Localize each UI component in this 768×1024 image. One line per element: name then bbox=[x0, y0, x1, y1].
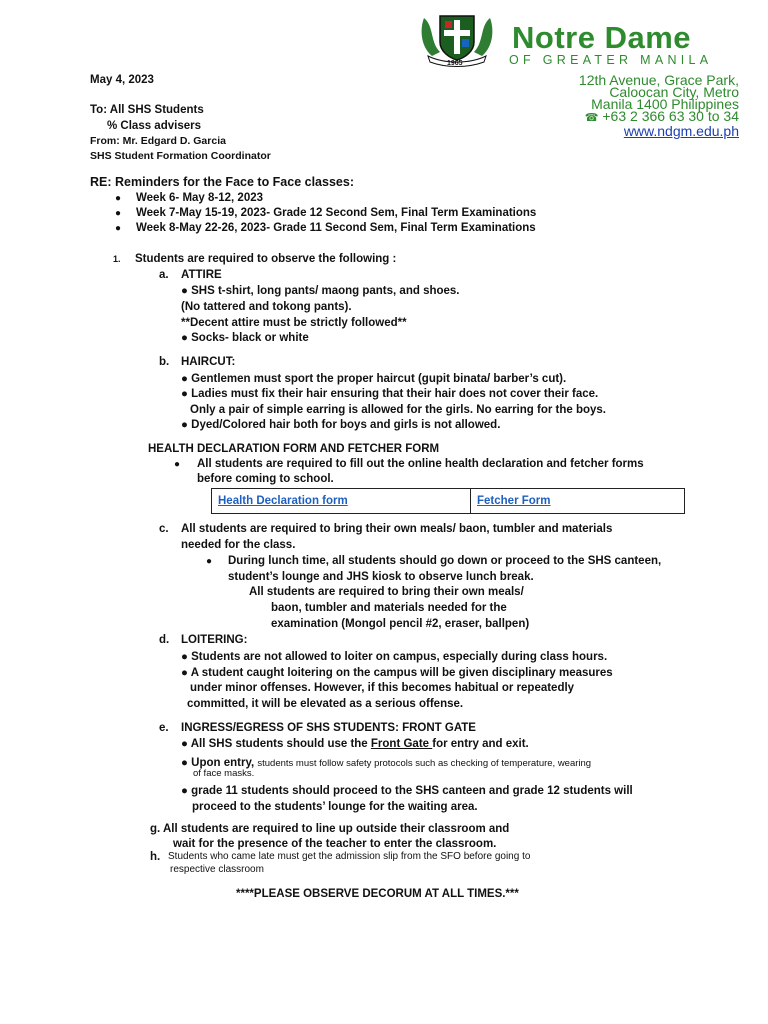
loitering-line: ● A student caught loitering on the campus will be given disciplinary measures bbox=[181, 667, 613, 679]
letter-cc: % Class advisers bbox=[107, 120, 201, 132]
attire-line: ● SHS t-shirt, long pants/ maong pants, and shoes. bbox=[181, 285, 460, 297]
ingress-marker: e. bbox=[159, 722, 169, 734]
letter-date: May 4, 2023 bbox=[90, 74, 154, 86]
haircut-marker: b. bbox=[159, 356, 170, 368]
ingress-line-2b: of face masks. bbox=[193, 768, 255, 779]
letter-re: RE: Reminders for the Face to Face classes: bbox=[90, 175, 354, 189]
meals-exam-line: examination (Mongol pencil #2, eraser, ballpen) bbox=[271, 618, 530, 630]
bullet-glyph: ● bbox=[115, 208, 122, 219]
haircut-line: ● Ladies must fix their hair ensuring that their hair does not cover their face. bbox=[181, 388, 599, 400]
ingress-text: ● All SHS students should use the bbox=[181, 738, 371, 750]
bullet-glyph: ● bbox=[115, 223, 122, 234]
meals-line: All students are required to bring their own meals/ baon, tumbler and materials bbox=[181, 523, 613, 535]
address-line-3: Manila 1400 Philippines bbox=[591, 96, 739, 112]
ingress-text: ● Upon entry, bbox=[181, 757, 258, 769]
health-line: before coming to school. bbox=[197, 473, 334, 485]
item-g-line: wait for the presence of the teacher to enter the classroom. bbox=[173, 838, 497, 850]
forms-cell bbox=[212, 489, 471, 514]
meals-exam-line: All students are required to bring their own meals/ bbox=[249, 586, 524, 598]
website-link[interactable]: www.ndgm.edu.ph bbox=[623, 123, 739, 139]
loitering-line: committed, it will be elevated as a serious offense. bbox=[187, 698, 464, 710]
meals-exam-line: baon, tumbler and materials needed for the bbox=[271, 602, 507, 614]
item-h-line: respective classroom bbox=[170, 864, 264, 875]
week-8: Week 8-May 22-26, 2023- Grade 11 Second Sem, Final Term Examinations bbox=[136, 222, 536, 234]
closing-note: ****PLEASE OBSERVE DECORUM AT ALL TIMES.*** bbox=[236, 888, 519, 900]
attire-line: ● Socks- black or white bbox=[181, 332, 309, 344]
address-line-1: 12th Avenue, Grace Park, bbox=[578, 72, 739, 88]
loitering-title: LOITERING: bbox=[181, 634, 248, 646]
letter-from-title: SHS Student Formation Coordinator bbox=[90, 150, 271, 162]
ingress-text: students must follow safety protocols such as checking of temperature, wearing bbox=[257, 758, 592, 769]
loitering-line: ● Students are not allowed to loiter on campus, especially during class hours. bbox=[181, 651, 608, 663]
attire-line: (No tattered and tokong pants). bbox=[181, 301, 352, 313]
forms-cell bbox=[471, 489, 685, 514]
forms-link-table bbox=[211, 488, 685, 514]
attire-title: ATTIRE bbox=[181, 269, 222, 281]
ingress-line-1 bbox=[181, 737, 529, 751]
bullet-glyph: ● bbox=[115, 193, 122, 204]
fetcher-form-link[interactable]: Fetcher Form bbox=[477, 495, 551, 507]
bullet-glyph: ● bbox=[174, 459, 181, 470]
front-gate-text: Front Gate bbox=[370, 738, 433, 750]
health-line: All students are required to fill out the online health declaration and fetcher forms bbox=[197, 458, 644, 470]
phone-icon: ☎ bbox=[584, 112, 599, 124]
ingress-line-3: proceed to the students’ lounge for the waiting area. bbox=[192, 801, 478, 813]
intro-text: Students are required to observe the following : bbox=[135, 253, 397, 265]
attire-line: **Decent attire must be strictly followed** bbox=[181, 317, 407, 329]
week-6: Week 6- May 8-12, 2023 bbox=[136, 192, 264, 204]
letter-from: From: Mr. Edgard D. Garcia bbox=[90, 135, 226, 147]
bullet-glyph: ● bbox=[206, 556, 213, 567]
health-declaration-link[interactable]: Health Declaration form bbox=[218, 495, 348, 507]
haircut-line: ● Gentlemen must sport the proper haircut (gupit binata/ barber’s cut). bbox=[181, 373, 567, 385]
address-line-2: Caloocan City, Metro bbox=[609, 84, 739, 100]
intro-number: 1. bbox=[113, 254, 121, 264]
school-name: Notre Dame bbox=[512, 20, 691, 55]
logo-year: 1965 bbox=[447, 60, 463, 67]
item-h-marker: h. bbox=[150, 851, 161, 863]
letter-to: To: All SHS Students bbox=[90, 104, 204, 116]
week-7: Week 7-May 15-19, 2023- Grade 12 Second Sem, Final Term Examinations bbox=[136, 207, 537, 219]
meals-sub-line: During lunch time, all students should go down or proceed to the SHS canteen, bbox=[228, 555, 662, 567]
item-h-line: Students who came late must get the admission slip from the SFO before going to bbox=[168, 851, 531, 862]
haircut-title: HAIRCUT: bbox=[181, 356, 236, 368]
meals-sub-line: student’s lounge and JHS kiosk to observe lunch break. bbox=[228, 571, 534, 583]
school-subtitle: OF GREATER MANILA bbox=[509, 53, 713, 67]
haircut-line: Only a pair of simple earring is allowed for the girls. No earring for the boys. bbox=[190, 404, 607, 416]
meals-marker: c. bbox=[159, 523, 169, 535]
meals-line: needed for the class. bbox=[181, 539, 296, 551]
item-g-line: g. All students are required to line up outside their classroom and bbox=[150, 823, 510, 835]
phone-number: +63 2 366 63 30 to 34 bbox=[602, 108, 739, 124]
ingress-text: for entry and exit. bbox=[432, 738, 529, 750]
loitering-line: under minor offenses. However, if this becomes habitual or repeatedly bbox=[190, 682, 575, 694]
ingress-title: INGRESS/EGRESS OF SHS STUDENTS: FRONT GATE bbox=[181, 722, 476, 734]
loitering-marker: d. bbox=[159, 634, 170, 646]
health-title: HEALTH DECLARATION FORM AND FETCHER FORM bbox=[148, 443, 440, 455]
attire-marker: a. bbox=[159, 269, 169, 281]
haircut-line: ● Dyed/Colored hair both for boys and girls is not allowed. bbox=[181, 419, 501, 431]
ingress-line-3: ● grade 11 students should proceed to the SHS canteen and grade 12 students will bbox=[181, 785, 633, 797]
